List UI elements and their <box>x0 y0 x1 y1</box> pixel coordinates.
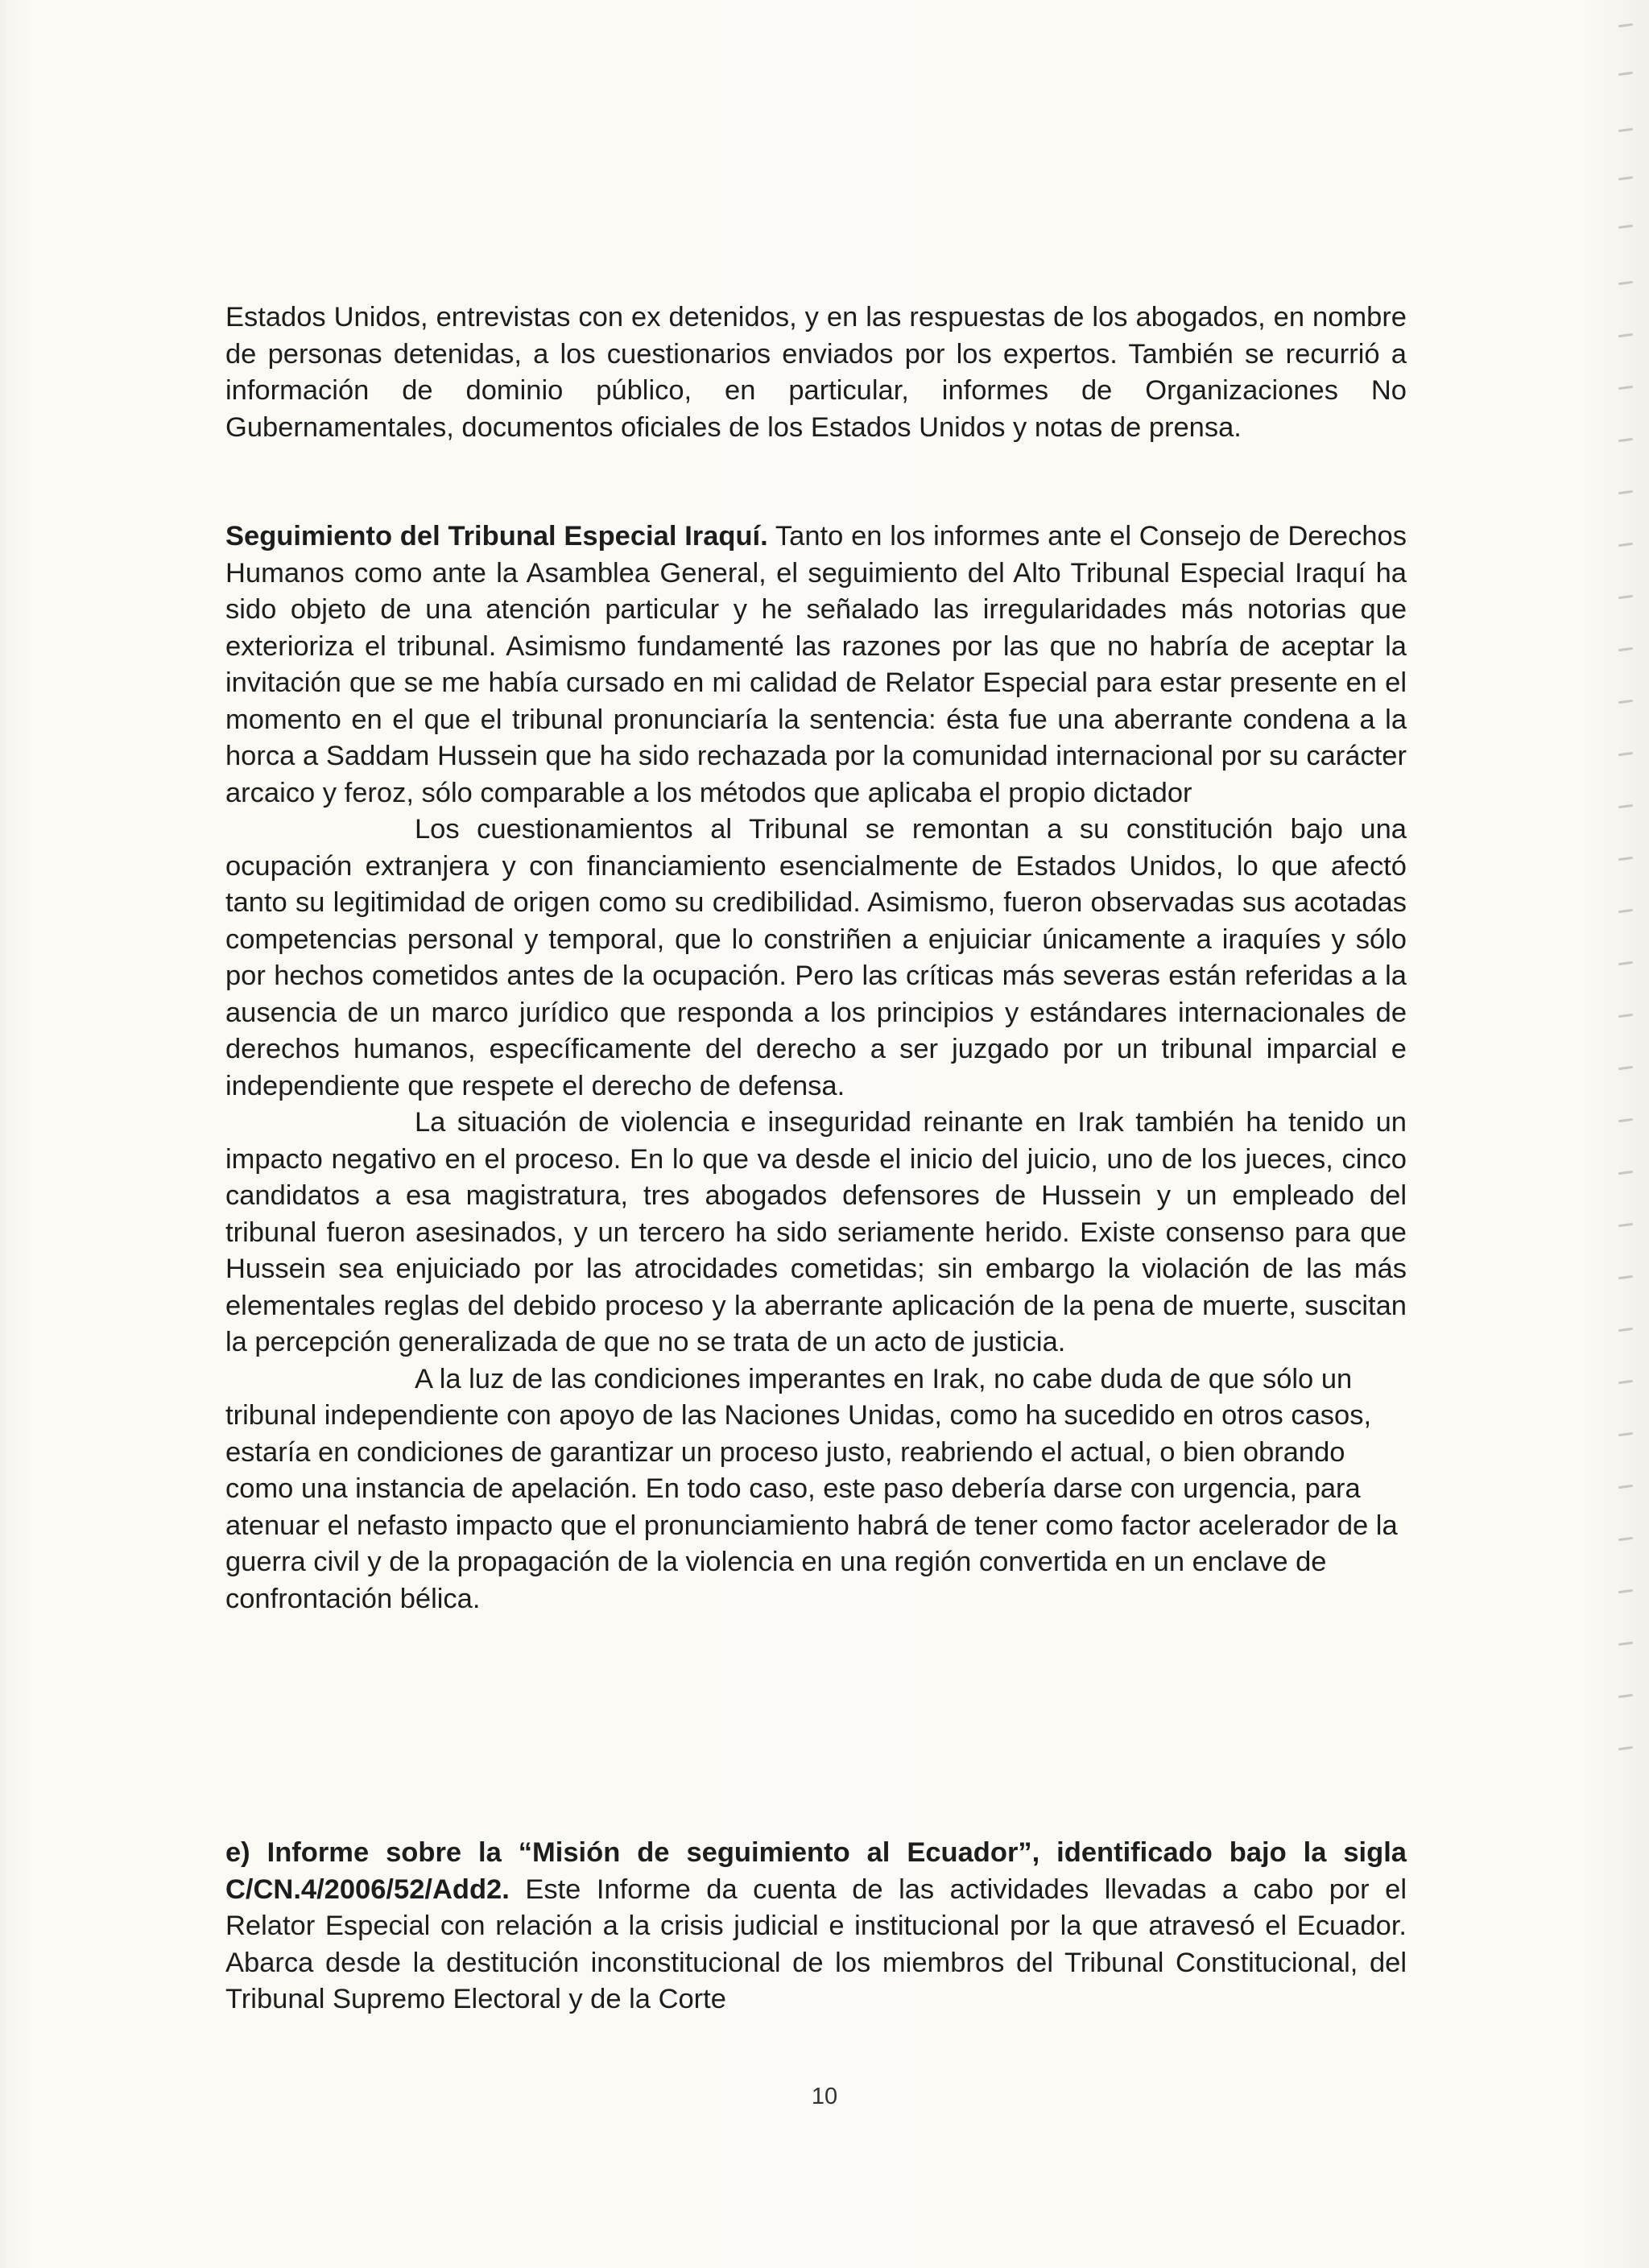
paragraph-text: Este Informe da cuenta de las actividades llevadas a cabo por el Relator Especial con relación a la crisis judicial e institucional por la que atravesó el Ecuador. Abarca desde la destitución inconstitucional de los miembros del Tribunal Constitucional, del Tribunal Supremo Electoral y de la Corte <box>225 1873 1407 2014</box>
section-tribunal <box>225 518 1407 1617</box>
paragraph-tribunal-intro <box>225 518 1407 812</box>
paragraph-text: Tanto en los informes ante el Consejo de Derechos Humanos como ante la Asamblea General, el seguimiento del Alto Tribunal Especial Iraquí ha sido objeto de una atención particular y he señalado las irregularidades más notorias que exterioriza el tribunal. Asimismo fundamenté las razones por las que no habría de aceptar la invitación que se me había cursado en mi calidad de Relator Especial para estar presente en el momento en el que el tribunal pronunciaría la sentencia: ésta fue una aberrante condena a la horca a Saddam Hussein que ha sido rechazada por la comunidad internacional por su carácter arcaico y feroz, sólo comparable a los métodos que aplicaba el propio dictador <box>225 521 1407 808</box>
paragraph-text: A la luz de las condiciones imperantes en Irak, no cabe duda de que sólo un tribunal independiente con apoyo de las Naciones Unidas, como ha sucedido en otros casos, estaría en condiciones de garantizar un proceso justo, reabriendo el actual, o bien obrando como una instancia de apelación. En todo caso, este paso debería darse con urgencia, para atenuar el nefasto impacto que el pronunciamiento habrá de tener como factor acelerador de la guerra civil y de la propagación de la violencia en una región convertida en un enclave de confrontación bélica. <box>225 1363 1398 1614</box>
section-heading: e) Informe sobre la “Misión de seguimiento al Ecuador”, identificado bajo la sigla C/CN.4/2006/52/Add2. <box>225 1837 1407 1905</box>
section-heading: Seguimiento del Tribunal Especial Iraquí. <box>225 521 768 552</box>
scan-edge-marks <box>1609 16 1633 1787</box>
paragraph-text: Estados Unidos, entrevistas con ex detenidos, y en las respuestas de los abogados, en nombre de personas detenidas, a los cuestionarios enviados por los expertos. También se recurrió a información de dominio público, en particular, informes de Organizaciones No Gubernamentales, documentos oficiales de los Estados Unidos y notas de prensa. <box>225 302 1407 443</box>
paragraph-ecuador <box>225 1835 1407 2018</box>
paragraph-text: Los cuestionamientos al Tribunal se remontan a su constitución bajo una ocupación extranjera y con financiamiento esencialmente de Estados Unidos, lo que afectó tanto su legitimidad de origen como su credibilidad. Asimismo, fueron observadas sus acotadas competencias personal y temporal, que lo constriñen a enjuiciar únicamente a iraquíes y sólo por hechos cometidos antes de la ocupación. Pero las críticas más severas están referidas a la ausencia de un marco jurídico que responda a los principios y estándares internacionales de derechos humanos, específicamente del derecho a ser juzgado por un tribunal imparcial e independiente que respete el derecho de defensa. <box>225 814 1407 1101</box>
page-number: 10 <box>811 2084 838 2109</box>
paragraph-text: La situación de violencia e inseguridad reinante en Irak también ha tenido un impacto negativo en el proceso. En lo que va desde el inicio del juicio, uno de los jueces, cinco candidatos a esa magistratura, tres abogados defensores de Hussein y un empleado del tribunal fueron asesinados, y un tercero ha sido seriamente herido. Existe consenso para que Hussein sea enjuiciado por las atrocidades cometidas; sin embargo la violación de las más elementales reglas del debido proceso y la aberrante aplicación de la pena de muerte, suscitan la percepción generalizada de que no se trata de un acto de justicia. <box>225 1107 1407 1357</box>
section-ecuador <box>225 1835 1407 2018</box>
paragraph-intro <box>225 300 1407 446</box>
